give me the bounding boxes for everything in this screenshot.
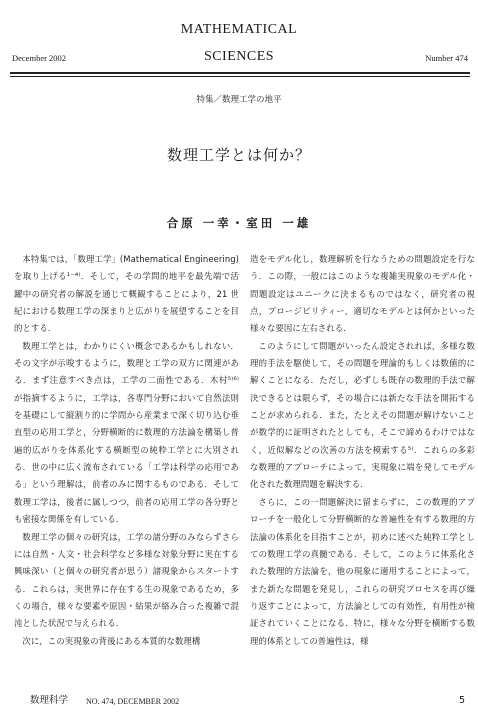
paragraph: このようにして問題がいったん設定されれば，多様な数理的手法を駆使して，その問題を理論的もしくは数値的に解くことになる．ただし，必ずしも既存の数理的手法で解決できるとは限らず，その場合には新たな手法を開拓することが求められる．また，たとえその問題が解けないことが数学的に証明されたとしても，そこで諦めるわけではなく，近似解などの次善の方法を模索する⁵⁾．これらの多彩な数理的アプローチによって，実現象に端を発してモデル化された数理問題を解決する． [250,340,475,490]
paragraph: 数理工学の個々の研究は，工学の諸分野のみならずさらには自然・人文・社会科学など多様な対象分野に実在する興味深い（と個々の研究者が思う）諸現象からスタートする．これらは，実世界に存在する生の現象であるため，多くの場合，様々な要素や原因・結果が絡み合った複雑で混沌とした状況で与えられる． [14,531,239,629]
header-rule-thin [10,76,470,77]
body-column-right [250,251,475,650]
issue-number: Number 474 [425,53,468,63]
paragraph: さらに，この一問題解決に留まらずに，この数理的アプローチを一般化して分野横断的な普遍性を有する数理的方法論の体系化を目指すことが，初めに述べた純粋工学としての数理工学の真髄である．そして，このように体系化された数理的方法論を，他の現象に適用することによって，また新たな問題を発見し，これらの研究プロセスを再び繰り返すことによって，方法論としての有効性，有用性が検証されていくことになる．特に，様々な分野を横断する数理的体系としての普遍性は，様 [250,496,475,646]
page-number: 5 [458,695,465,706]
paragraph: 次に，この実現象の背後にある本質的な数理構 [22,635,201,646]
body-column-left [14,251,239,650]
footer-journal-title: 数理科学 [30,695,69,706]
journal-subtitle: SCIENCES [203,49,275,64]
paragraph: 本特集では，「数理工学」(Mathematical Engineering) を取り上げる¹⁻⁴⁾．そして，その学問的地平を最先端で活躍中の研究者の解説を通じて概観することにより，21 世紀における数理工学の深まりと広がりを展望することを目的とする． [14,254,240,334]
issue-date: December 2002 [12,53,67,63]
footer-issue: NO. 474, DECEMBER 2002 [86,697,180,706]
article-title: 数理工学とは何か？ [166,146,311,164]
paragraph: 数理工学とは，わかりにくい概念であるかもしれない．その文字が示唆するように，数理と工学の双方に関連がある．まず注意すべき点は，工学の二面性である．木村⁵⁾⁶⁾ が指摘するように，工学は，各専門分野において自然法則を基礎にして縦割り的に学問から産業まで深く切り込む垂直型の応用工学と，分野横断的に数理的方法論を構築し普遍的広がりを体系化する横断型の純粋工学とに大別される．世の中に広く流布されている「工学は科学の応用である」という理解は，前者のみに関するものである．そして数理工学は，後者に属しつつ，前者の応用工学の各分野とも密接な関係を有している． [14,340,239,525]
header-rule-thick [10,72,470,74]
section-label: 特集／数理工学の地平 [196,95,282,105]
article-authors: 合原 一幸・室田 一雄 [166,216,312,230]
journal-title: MATHEMATICAL [180,22,298,37]
paragraph: 造をモデル化し，数理解析を行なうための問題設定を行なう．この際，一般にはこのような複雑実現象のモデル化・問題設定はユニークに決まるものではなく，研究者の視点，プロージビリティー，適切なモデルとは何かといった様々な要因に左右される． [250,254,475,334]
